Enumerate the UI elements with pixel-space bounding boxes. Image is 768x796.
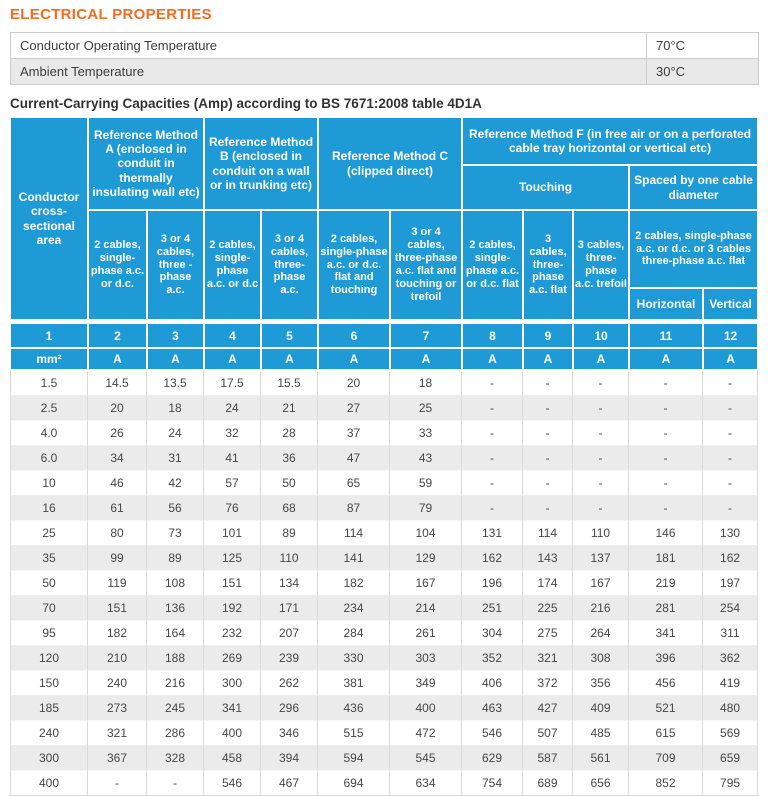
table-row [10, 621, 758, 646]
header-method-f: Reference Method F (in free air or on a perforated cable tray horizontal or vertical etc) [462, 117, 758, 165]
cell-capacity-value: 131 [462, 521, 523, 546]
cell-capacity-value: 73 [147, 521, 204, 546]
cell-capacity-value: 594 [318, 746, 390, 771]
cell-capacity-value: 25 [390, 396, 462, 421]
table-row [10, 696, 758, 721]
cell-capacity-value: 245 [147, 696, 204, 721]
cell-capacity-value: 167 [573, 571, 629, 596]
cell-capacity-value: 467 [261, 771, 318, 796]
cell-capacity-value: 20 [88, 396, 147, 421]
column-number-cell: 3 [147, 323, 204, 348]
cell-capacity-value: 50 [261, 471, 318, 496]
cell-capacity-value: 321 [88, 721, 147, 746]
cell-conductor-size: 6.0 [10, 446, 88, 471]
cell-capacity-value: 196 [462, 571, 523, 596]
cell-capacity-value: 18 [147, 396, 204, 421]
cell-conductor-size: 1.5 [10, 371, 88, 396]
cell-capacity-value: 656 [573, 771, 629, 796]
cell-capacity-value: 546 [462, 721, 523, 746]
cell-capacity-value: 34 [88, 446, 147, 471]
cell-capacity-value: 311 [703, 621, 758, 646]
header-row-methods [10, 117, 758, 165]
cell-capacity-value: - [703, 471, 758, 496]
cell-capacity-value: 394 [261, 746, 318, 771]
header-sub-col8: 2 cables, single-phase a.c. or d.c. flat [462, 210, 523, 320]
table-row [10, 421, 758, 446]
header-row-subcolumns [10, 210, 758, 288]
cell-capacity-value: 362 [703, 646, 758, 671]
cell-capacity-value: 15.5 [261, 371, 318, 396]
capacity-body [10, 371, 758, 796]
cell-capacity-value: 21 [261, 396, 318, 421]
cell-capacity-value: 43 [390, 446, 462, 471]
unit-cell: A [88, 348, 147, 371]
cell-capacity-value: 188 [147, 646, 204, 671]
cell-capacity-value: 321 [523, 646, 573, 671]
cell-capacity-value: 286 [147, 721, 204, 746]
cell-capacity-value: 615 [629, 721, 703, 746]
cell-capacity-value: 296 [261, 696, 318, 721]
cell-capacity-value: 108 [147, 571, 204, 596]
header-vertical: Vertical [703, 288, 758, 320]
header-sub-col7: 3 or 4 cables, three-phase a.c. flat and touching or trefoil [390, 210, 462, 320]
column-number-cell: 1 [10, 323, 88, 348]
cell-capacity-value: 99 [88, 546, 147, 571]
cell-capacity-value: 87 [318, 496, 390, 521]
cell-capacity-value: 89 [261, 521, 318, 546]
cell-conductor-size: 50 [10, 571, 88, 596]
cell-capacity-value: 61 [88, 496, 147, 521]
cell-capacity-value: - [147, 771, 204, 796]
column-number-cell: 12 [703, 323, 758, 348]
cell-capacity-value: 629 [462, 746, 523, 771]
cell-capacity-value: 162 [703, 546, 758, 571]
table-row [10, 571, 758, 596]
cell-conductor-size: 10 [10, 471, 88, 496]
header-spaced: Spaced by one cable diameter [629, 165, 758, 210]
cell-capacity-value: 406 [462, 671, 523, 696]
cell-capacity-value: 24 [147, 421, 204, 446]
cell-capacity-value: 143 [523, 546, 573, 571]
table-row [10, 746, 758, 771]
cell-conductor-size: 120 [10, 646, 88, 671]
column-number-cell: 5 [261, 323, 318, 348]
column-number-cell: 2 [88, 323, 147, 348]
header-horizontal: Horizontal [629, 288, 703, 320]
header-touching: Touching [462, 165, 629, 210]
cell-capacity-value: - [629, 371, 703, 396]
cell-capacity-value: - [629, 396, 703, 421]
cell-capacity-value: 192 [204, 596, 261, 621]
property-value: 30°C [647, 59, 759, 85]
cell-capacity-value: - [573, 371, 629, 396]
property-value: 70°C [647, 33, 759, 59]
cell-capacity-value: 14.5 [88, 371, 147, 396]
cell-capacity-value: 356 [573, 671, 629, 696]
unit-cell: A [261, 348, 318, 371]
cell-capacity-value: 419 [703, 671, 758, 696]
cell-capacity-value: - [629, 446, 703, 471]
properties-body [11, 33, 759, 85]
header-method-b: Reference Method B (enclosed in conduit on a wall or in trunking etc) [204, 117, 318, 210]
cell-capacity-value: 216 [573, 596, 629, 621]
cell-capacity-value: - [523, 496, 573, 521]
cell-capacity-value: 181 [629, 546, 703, 571]
table-row [10, 671, 758, 696]
cell-capacity-value: 303 [390, 646, 462, 671]
cell-capacity-value: 28 [261, 421, 318, 446]
column-number-cell: 11 [629, 323, 703, 348]
cell-capacity-value: 262 [261, 671, 318, 696]
cell-capacity-value: - [462, 396, 523, 421]
cell-capacity-value: 37 [318, 421, 390, 446]
cell-capacity-value: 427 [523, 696, 573, 721]
properties-table [10, 32, 759, 85]
cell-capacity-value: 18 [390, 371, 462, 396]
cell-conductor-size: 400 [10, 771, 88, 796]
header-sub-col10: 3 cables, three-phase a.c. trefoil [573, 210, 629, 320]
cell-capacity-value: 634 [390, 771, 462, 796]
cell-capacity-value: 31 [147, 446, 204, 471]
cell-capacity-value: - [462, 471, 523, 496]
table-row [10, 471, 758, 496]
cell-capacity-value: - [523, 471, 573, 496]
unit-cell: A [629, 348, 703, 371]
cell-capacity-value: 24 [204, 396, 261, 421]
cell-capacity-value: 328 [147, 746, 204, 771]
cell-capacity-value: 26 [88, 421, 147, 446]
cell-capacity-value: 341 [204, 696, 261, 721]
cell-capacity-value: 171 [261, 596, 318, 621]
cell-capacity-value: 182 [318, 571, 390, 596]
cell-capacity-value: - [523, 446, 573, 471]
cell-capacity-value: 352 [462, 646, 523, 671]
cell-capacity-value: 104 [390, 521, 462, 546]
cell-capacity-value: 119 [88, 571, 147, 596]
cell-capacity-value: 852 [629, 771, 703, 796]
table-row [10, 546, 758, 571]
cell-capacity-value: - [88, 771, 147, 796]
cell-capacity-value: 32 [204, 421, 261, 446]
header-method-a: Reference Method A (enclosed in conduit in thermally insulating wall etc) [88, 117, 204, 210]
cell-capacity-value: 17.5 [204, 371, 261, 396]
cell-capacity-value: 101 [204, 521, 261, 546]
cell-capacity-value: 129 [390, 546, 462, 571]
cell-capacity-value: 56 [147, 496, 204, 521]
cell-capacity-value: 65 [318, 471, 390, 496]
cell-capacity-value: 409 [573, 696, 629, 721]
cell-capacity-value: - [573, 471, 629, 496]
cell-capacity-value: 367 [88, 746, 147, 771]
cell-capacity-value: 251 [462, 596, 523, 621]
cell-capacity-value: - [573, 396, 629, 421]
cell-capacity-value: 515 [318, 721, 390, 746]
cell-capacity-value: 76 [204, 496, 261, 521]
cell-capacity-value: 507 [523, 721, 573, 746]
unit-cell: A [703, 348, 758, 371]
table-row [10, 771, 758, 796]
capacity-table [10, 117, 758, 796]
cell-capacity-value: - [523, 371, 573, 396]
header-sub-col6: 2 cables, single-phase a.c. or d.c. flat and touching [318, 210, 390, 320]
cell-capacity-value: 689 [523, 771, 573, 796]
cell-capacity-value: 225 [523, 596, 573, 621]
cell-capacity-value: 134 [261, 571, 318, 596]
cell-capacity-value: 146 [629, 521, 703, 546]
cell-capacity-value: 346 [261, 721, 318, 746]
cell-capacity-value: 182 [88, 621, 147, 646]
cell-conductor-size: 70 [10, 596, 88, 621]
unit-row [10, 348, 758, 371]
cell-conductor-size: 185 [10, 696, 88, 721]
table-row [10, 446, 758, 471]
column-number-cell: 10 [573, 323, 629, 348]
cell-capacity-value: 281 [629, 596, 703, 621]
cell-capacity-value: 89 [147, 546, 204, 571]
table-row [10, 596, 758, 621]
cell-conductor-size: 25 [10, 521, 88, 546]
cell-capacity-value: 41 [204, 446, 261, 471]
cell-capacity-value: - [462, 446, 523, 471]
cell-capacity-value: 114 [318, 521, 390, 546]
cell-capacity-value: 216 [147, 671, 204, 696]
cell-conductor-size: 4.0 [10, 421, 88, 446]
cell-capacity-value: 114 [523, 521, 573, 546]
header-sub-col9: 3 cables, three-phase a.c. flat [523, 210, 573, 320]
table-row [10, 721, 758, 746]
page-title: ELECTRICAL PROPERTIES [10, 6, 212, 23]
cell-capacity-value: 47 [318, 446, 390, 471]
capacity-table-header [10, 117, 758, 371]
cell-capacity-value: 304 [462, 621, 523, 646]
cell-capacity-value: - [573, 421, 629, 446]
cell-capacity-value: 164 [147, 621, 204, 646]
unit-cell: A [318, 348, 390, 371]
cell-capacity-value: 400 [204, 721, 261, 746]
property-label: Conductor Operating Temperature [11, 33, 647, 59]
cell-capacity-value: 110 [573, 521, 629, 546]
cell-capacity-value: 349 [390, 671, 462, 696]
table-row [10, 371, 758, 396]
cell-capacity-value: 214 [390, 596, 462, 621]
cell-capacity-value: - [629, 471, 703, 496]
cell-capacity-value: - [703, 446, 758, 471]
cell-capacity-value: 36 [261, 446, 318, 471]
cell-capacity-value: 372 [523, 671, 573, 696]
header-spaced-description: 2 cables, single-phase a.c. or d.c. or 3 cables three-phase a.c. flat [629, 210, 758, 288]
cell-capacity-value: 269 [204, 646, 261, 671]
table-row [10, 646, 758, 671]
cell-capacity-value: 456 [629, 671, 703, 696]
cell-capacity-value: - [629, 421, 703, 446]
cell-capacity-value: - [629, 496, 703, 521]
cell-capacity-value: 46 [88, 471, 147, 496]
unit-cell: A [390, 348, 462, 371]
cell-capacity-value: 284 [318, 621, 390, 646]
cell-capacity-value: 264 [573, 621, 629, 646]
cell-conductor-size: 16 [10, 496, 88, 521]
column-number-cell: 7 [390, 323, 462, 348]
cell-capacity-value: 480 [703, 696, 758, 721]
cell-capacity-value: 210 [88, 646, 147, 671]
cell-capacity-value: - [573, 496, 629, 521]
column-number-row [10, 323, 758, 348]
property-row [11, 59, 759, 85]
cell-capacity-value: - [703, 496, 758, 521]
cell-capacity-value: 42 [147, 471, 204, 496]
cell-capacity-value: 110 [261, 546, 318, 571]
unit-cell: A [573, 348, 629, 371]
cell-capacity-value: 240 [88, 671, 147, 696]
cell-capacity-value: 130 [703, 521, 758, 546]
cell-capacity-value: - [523, 421, 573, 446]
cell-capacity-value: 68 [261, 496, 318, 521]
cell-capacity-value: 300 [204, 671, 261, 696]
cell-capacity-value: 239 [261, 646, 318, 671]
cell-capacity-value: 273 [88, 696, 147, 721]
cell-capacity-value: 254 [703, 596, 758, 621]
header-conductor-area: Conductor cross-sectional area [10, 117, 88, 320]
column-number-cell: 9 [523, 323, 573, 348]
property-row [11, 33, 759, 59]
cell-capacity-value: 709 [629, 746, 703, 771]
cell-capacity-value: 33 [390, 421, 462, 446]
cell-capacity-value: 396 [629, 646, 703, 671]
cell-capacity-value: 341 [629, 621, 703, 646]
cell-capacity-value: 219 [629, 571, 703, 596]
cell-capacity-value: 569 [703, 721, 758, 746]
cell-capacity-value: 587 [523, 746, 573, 771]
cell-capacity-value: 546 [204, 771, 261, 796]
header-sub-col3: 3 or 4 cables, three - phase a.c. [147, 210, 204, 320]
cell-conductor-size: 300 [10, 746, 88, 771]
cell-capacity-value: 545 [390, 746, 462, 771]
cell-capacity-value: 136 [147, 596, 204, 621]
cell-capacity-value: 795 [703, 771, 758, 796]
cell-capacity-value: 125 [204, 546, 261, 571]
cell-capacity-value: - [703, 421, 758, 446]
property-label: Ambient Temperature [11, 59, 647, 85]
cell-capacity-value: - [523, 396, 573, 421]
unit-cell: A [462, 348, 523, 371]
cell-capacity-value: 232 [204, 621, 261, 646]
cell-capacity-value: 400 [390, 696, 462, 721]
unit-cell: mm² [10, 348, 88, 371]
cell-capacity-value: 59 [390, 471, 462, 496]
cell-capacity-value: 275 [523, 621, 573, 646]
cell-capacity-value: 162 [462, 546, 523, 571]
column-number-cell: 4 [204, 323, 261, 348]
cell-capacity-value: 436 [318, 696, 390, 721]
capacity-table-title: Current-Carrying Capacities (Amp) according to BS 7671:2008 table 4D1A [10, 96, 482, 111]
cell-capacity-value: 80 [88, 521, 147, 546]
cell-capacity-value: - [703, 396, 758, 421]
cell-capacity-value: - [573, 446, 629, 471]
cell-capacity-value: 207 [261, 621, 318, 646]
cell-capacity-value: 151 [88, 596, 147, 621]
cell-capacity-value: 521 [629, 696, 703, 721]
cell-capacity-value: 27 [318, 396, 390, 421]
cell-capacity-value: 330 [318, 646, 390, 671]
cell-capacity-value: 167 [390, 571, 462, 596]
cell-capacity-value: 151 [204, 571, 261, 596]
unit-cell: A [204, 348, 261, 371]
cell-capacity-value: - [462, 421, 523, 446]
cell-capacity-value: 754 [462, 771, 523, 796]
cell-capacity-value: 472 [390, 721, 462, 746]
header-sub-col4: 2 cables, single-phase a.c. or d.c [204, 210, 261, 320]
cell-capacity-value: 561 [573, 746, 629, 771]
unit-cell: A [147, 348, 204, 371]
table-row [10, 496, 758, 521]
cell-capacity-value: 13.5 [147, 371, 204, 396]
cell-capacity-value: 463 [462, 696, 523, 721]
cell-capacity-value: 659 [703, 746, 758, 771]
cell-capacity-value: 141 [318, 546, 390, 571]
cell-conductor-size: 95 [10, 621, 88, 646]
cell-capacity-value: - [703, 371, 758, 396]
cell-capacity-value: - [462, 496, 523, 521]
cell-capacity-value: 308 [573, 646, 629, 671]
cell-capacity-value: 261 [390, 621, 462, 646]
cell-capacity-value: 57 [204, 471, 261, 496]
cell-capacity-value: 197 [703, 571, 758, 596]
cell-capacity-value: 234 [318, 596, 390, 621]
cell-conductor-size: 240 [10, 721, 88, 746]
cell-conductor-size: 2.5 [10, 396, 88, 421]
cell-capacity-value: 694 [318, 771, 390, 796]
unit-cell: A [523, 348, 573, 371]
column-number-cell: 8 [462, 323, 523, 348]
cell-capacity-value: 485 [573, 721, 629, 746]
cell-capacity-value: 79 [390, 496, 462, 521]
column-number-cell: 6 [318, 323, 390, 348]
cell-capacity-value: 137 [573, 546, 629, 571]
table-row [10, 521, 758, 546]
header-sub-col2: 2 cables, single-phase a.c. or d.c. [88, 210, 147, 320]
cell-capacity-value: 458 [204, 746, 261, 771]
cell-capacity-value: - [462, 371, 523, 396]
header-method-c: Reference Method C (clipped direct) [318, 117, 462, 210]
table-row [10, 396, 758, 421]
cell-conductor-size: 35 [10, 546, 88, 571]
cell-capacity-value: 381 [318, 671, 390, 696]
header-sub-col5: 3 or 4 cables, three-phase a.c. [261, 210, 318, 320]
cell-conductor-size: 150 [10, 671, 88, 696]
cell-capacity-value: 20 [318, 371, 390, 396]
cell-capacity-value: 174 [523, 571, 573, 596]
